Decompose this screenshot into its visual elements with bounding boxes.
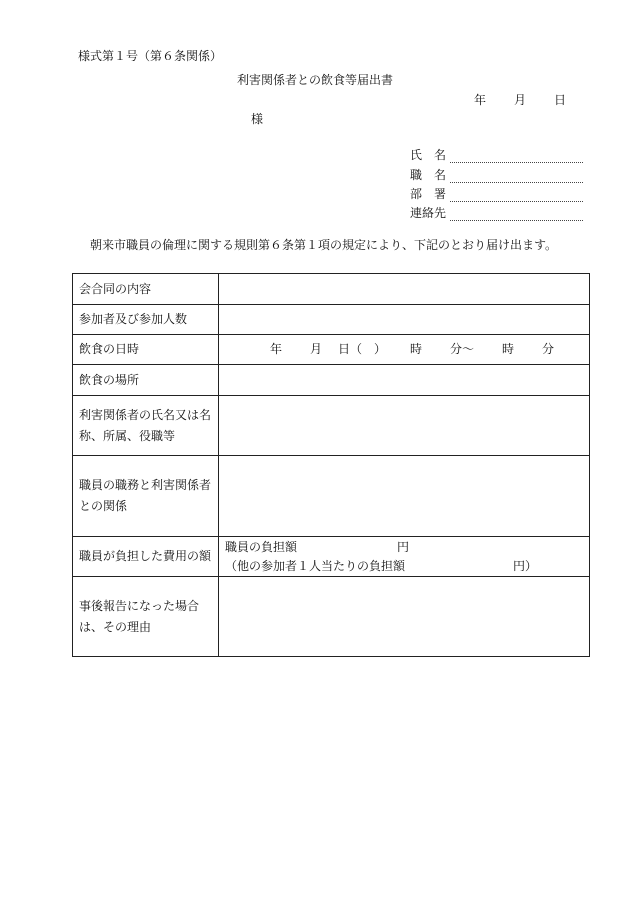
datetime-minute: 分～ xyxy=(450,342,475,356)
cost-field[interactable] xyxy=(219,537,590,577)
signature-department-label: 部 署 xyxy=(410,187,447,201)
date-line xyxy=(474,91,566,108)
signature-title-field[interactable] xyxy=(450,170,583,183)
table-row xyxy=(73,577,590,657)
cost-line-1 xyxy=(225,538,583,557)
signature-title-label: 職 名 xyxy=(410,168,447,182)
signature-name-row xyxy=(410,146,583,163)
row-value-field[interactable] xyxy=(219,396,590,456)
signature-name-field[interactable] xyxy=(450,150,583,163)
signature-contact-label: 連絡先 xyxy=(410,206,447,220)
row-label: 職員が負担した費用の額 xyxy=(73,537,219,577)
datetime-hour2: 時 xyxy=(502,342,515,356)
cost-line-2 xyxy=(225,557,583,576)
signature-name-label: 氏 名 xyxy=(410,148,447,162)
cost-line-1-unit: 円 xyxy=(397,539,410,554)
table-row xyxy=(73,335,590,365)
row-label: 事後報告になった場合は、その理由 xyxy=(73,577,219,657)
datetime-minute2: 分 xyxy=(542,342,555,356)
date-month: 月 xyxy=(514,93,527,107)
addressee: 様 xyxy=(251,112,264,126)
date-day: 日 xyxy=(554,93,567,107)
table-row xyxy=(73,456,590,537)
datetime-field[interactable] xyxy=(219,335,590,365)
datetime-hour: 時 xyxy=(410,342,423,356)
row-value-field[interactable] xyxy=(219,305,590,335)
report-table xyxy=(72,273,590,657)
cost-line-1-label: 職員の負担額 xyxy=(225,539,298,554)
table-row xyxy=(73,396,590,456)
row-label: 参加者及び参加人数 xyxy=(73,305,219,335)
row-label: 飲食の場所 xyxy=(73,365,219,396)
row-label: 利害関係者の氏名又は名称、所属、役職等 xyxy=(73,396,219,456)
document-title: 利害関係者との飲食等届出書 xyxy=(236,73,393,87)
datetime-year: 年 xyxy=(270,342,283,356)
cost-line-2-label: （他の参加者１人当たりの負担額 xyxy=(225,558,406,573)
row-label: 職員の職務と利害関係者との関係 xyxy=(73,456,219,537)
signature-department-field[interactable] xyxy=(450,189,583,202)
datetime-day: 日（ ） xyxy=(338,342,387,356)
form-number: 様式第１号（第６条関係） xyxy=(78,49,223,63)
signature-contact-field[interactable] xyxy=(450,208,583,221)
signature-contact-row xyxy=(410,204,583,221)
intro-paragraph: 朝来市職員の倫理に関する規則第６条第１項の規定により、下記のとおり届け出ます。 xyxy=(90,238,558,252)
row-value-field[interactable] xyxy=(219,577,590,657)
signature-title-row xyxy=(410,166,583,183)
table-row xyxy=(73,365,590,396)
signature-department-row xyxy=(410,185,583,202)
cost-line-2-unit: 円） xyxy=(513,558,538,573)
table-row xyxy=(73,537,590,577)
date-year: 年 xyxy=(474,93,487,107)
table-row xyxy=(73,274,590,305)
table-row xyxy=(73,305,590,335)
row-label: 飲食の日時 xyxy=(73,335,219,365)
row-value-field[interactable] xyxy=(219,456,590,537)
row-label: 会合同の内容 xyxy=(73,274,219,305)
row-value-field[interactable] xyxy=(219,365,590,396)
row-value-field[interactable] xyxy=(219,274,590,305)
datetime-month: 月 xyxy=(310,342,323,356)
